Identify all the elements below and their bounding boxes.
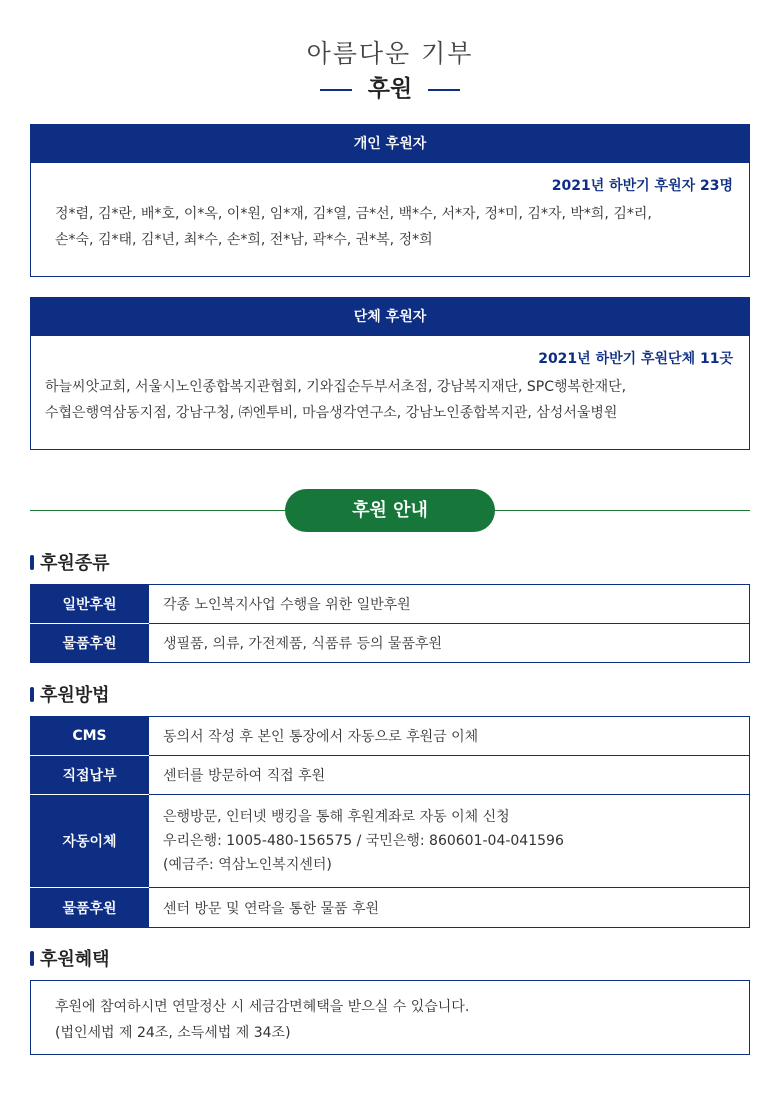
guide-pill: 후원 안내 [285,489,495,532]
method-label-visit: 직접납부 [31,756,149,795]
table-row [31,888,750,928]
types-table [30,584,750,663]
page-subtitle [0,70,780,103]
table-row [31,756,750,795]
method-label-goods: 물품후원 [31,888,149,928]
table-row [31,585,750,624]
section-bullet-icon [30,555,34,570]
group-names-line: 수협은행역삼동지점, 강남구청, ㈜엔투비, 마음생각연구소, 강남노인종합복지관, 삼성서울병원 [45,405,618,421]
table-row [31,795,750,888]
benefits-section-title [30,945,110,971]
methods-section-title [30,681,110,707]
methods-title-text: 후원방법 [40,685,110,706]
types-row-label: 물품후원 [31,624,149,663]
group-donors-box [30,297,750,450]
page-title: 아름다운 기부 [306,39,474,68]
guide-divider [30,489,750,532]
group-donors-list [31,368,749,436]
subtitle-right-line [428,89,460,91]
group-names-line: 하늘씨앗교회, 서울시노인종합복지관협회, 기와집순두부서초점, 강남복지재단, SPC행복한재단, [45,379,627,395]
benefits-law-line: (법인세법 제 24조, 소득세법 제 34조) [55,1025,291,1041]
types-row-desc: 각종 노인복지사업 수행을 위한 일반후원 [149,585,750,624]
individual-donors-list [31,195,749,263]
account-holder-line: (예금주: 역삼노인복지센터) [163,857,332,873]
individual-donors-box [30,124,750,277]
table-row [31,624,750,663]
method-desc-visit: 센터를 방문하여 직접 후원 [149,756,750,795]
individual-names-line: 정*렴, 김*란, 배*호, 이*옥, 이*원, 임*재, 김*열, 금*선, 백*수, 서*자, 정*미, 김*자, 박*희, 김*리, [55,206,652,222]
benefits-box [30,980,750,1055]
subtitle-text: 후원 [367,76,413,102]
table-row [31,717,750,756]
group-donors-heading: 단체 후원자 [31,298,749,336]
individual-names-line: 손*숙, 김*태, 김*년, 최*수, 손*희, 전*남, 곽*수, 권*복, 정*희 [55,232,433,248]
auto-transfer-line: 은행방문, 인터넷 뱅킹을 통해 후원계좌로 자동 이체 신청 [163,809,510,825]
types-row-desc: 생필품, 의류, 가전제품, 식품류 등의 물품후원 [149,624,750,663]
benefits-line: 후원에 참여하시면 연말정산 시 세금감면혜택을 받으실 수 있습니다. [55,999,470,1015]
types-section-title [30,549,110,575]
section-bullet-icon [30,951,34,966]
types-row-label: 일반후원 [31,585,149,624]
individual-donors-count: 2021년 하반기 후원자 23명 [551,178,733,194]
method-desc-cms: 동의서 작성 후 본인 통장에서 자동으로 후원금 이체 [149,717,750,756]
method-desc-goods: 센터 방문 및 연락을 통한 물품 후원 [149,888,750,928]
methods-table [30,716,750,928]
subtitle-left-line [320,89,352,91]
section-bullet-icon [30,687,34,702]
method-label-auto: 자동이체 [31,795,149,888]
individual-donors-heading: 개인 후원자 [31,125,749,163]
method-label-cms: CMS [31,717,149,756]
method-desc-auto [149,795,750,888]
group-donors-count: 2021년 하반기 후원단체 11곳 [538,351,733,367]
bank-accounts-line: 우리은행: 1005-480-156575 / 국민은행: 860601-04-041596 [163,833,564,849]
types-title-text: 후원종류 [40,553,110,574]
benefits-title-text: 후원혜택 [40,949,110,970]
